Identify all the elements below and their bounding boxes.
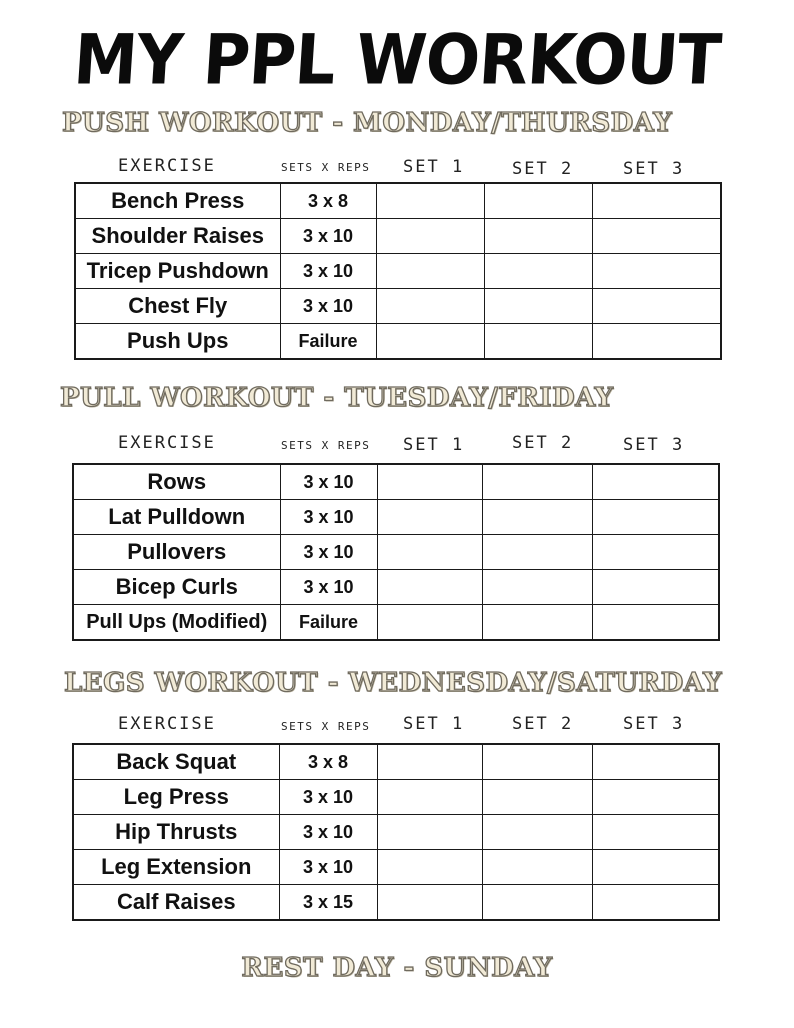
sets-reps: 3 x 10 — [280, 219, 376, 254]
sets-reps: 3 x 8 — [280, 183, 376, 219]
table-row — [73, 744, 719, 780]
table-row — [73, 570, 719, 605]
table-row — [75, 324, 721, 360]
set2-cell[interactable] — [482, 605, 592, 641]
push-col-set1: SET 1 — [403, 157, 465, 177]
set1-cell[interactable] — [377, 570, 482, 605]
set3-cell[interactable] — [592, 605, 719, 641]
set1-cell[interactable] — [376, 254, 484, 289]
set1-cell[interactable] — [377, 850, 482, 885]
table-row — [75, 289, 721, 324]
push-col-set2: SET 2 — [512, 159, 574, 179]
set2-cell[interactable] — [484, 324, 592, 360]
exercise-name: Hip Thrusts — [73, 815, 279, 850]
sets-reps: 3 x 10 — [280, 500, 377, 535]
sets-reps: 3 x 10 — [279, 850, 377, 885]
set2-cell[interactable] — [484, 289, 592, 324]
sets-reps: 3 x 10 — [279, 815, 377, 850]
push-col-exercise: EXERCISE — [118, 156, 216, 176]
set3-cell[interactable] — [592, 850, 719, 885]
set2-cell[interactable] — [482, 464, 592, 500]
set1-cell[interactable] — [376, 183, 484, 219]
set1-cell[interactable] — [377, 744, 482, 780]
set3-cell[interactable] — [592, 324, 721, 360]
exercise-name: Pullovers — [73, 535, 280, 570]
set2-cell[interactable] — [482, 780, 592, 815]
sets-reps: Failure — [280, 324, 376, 360]
page-title: MY PPL WORKOUT — [71, 21, 723, 101]
set3-cell[interactable] — [592, 219, 721, 254]
table-row — [73, 850, 719, 885]
exercise-name: Pull Ups (Modified) — [73, 605, 280, 641]
legs-col-exercise: EXERCISE — [118, 714, 216, 734]
pull-col-exercise: EXERCISE — [118, 433, 216, 453]
table-row — [73, 500, 719, 535]
set3-cell[interactable] — [592, 254, 721, 289]
exercise-name: Chest Fly — [75, 289, 280, 324]
sets-reps: 3 x 10 — [280, 289, 376, 324]
set1-cell[interactable] — [376, 219, 484, 254]
set2-cell[interactable] — [482, 815, 592, 850]
table-row — [75, 254, 721, 289]
set1-cell[interactable] — [377, 605, 482, 641]
table-row — [75, 183, 721, 219]
exercise-name: Bench Press — [75, 183, 280, 219]
legs-table — [72, 743, 720, 921]
set2-cell[interactable] — [484, 183, 592, 219]
set3-cell[interactable] — [592, 780, 719, 815]
set1-cell[interactable] — [377, 885, 482, 921]
legs-col-set2: SET 2 — [512, 714, 574, 734]
set1-cell[interactable] — [377, 464, 482, 500]
sets-reps: 3 x 10 — [280, 535, 377, 570]
set3-cell[interactable] — [592, 183, 721, 219]
push-col-sets-reps: SETS X REPS — [281, 161, 371, 174]
set2-cell[interactable] — [482, 850, 592, 885]
set3-cell[interactable] — [592, 464, 719, 500]
set3-cell[interactable] — [592, 744, 719, 780]
set2-cell[interactable] — [482, 500, 592, 535]
legs-section-title: LEGS WORKOUT - WEDNESDAY/SATURDAY — [64, 668, 723, 698]
pull-col-set3: SET 3 — [623, 435, 685, 455]
set3-cell[interactable] — [592, 289, 721, 324]
set3-cell[interactable] — [592, 815, 719, 850]
exercise-name: Tricep Pushdown — [75, 254, 280, 289]
set3-cell[interactable] — [592, 570, 719, 605]
sets-reps: 3 x 10 — [279, 780, 377, 815]
table-row — [73, 780, 719, 815]
pull-col-set2: SET 2 — [512, 433, 574, 453]
push-col-set3: SET 3 — [623, 159, 685, 179]
pull-table — [72, 463, 720, 641]
exercise-name: Calf Raises — [73, 885, 279, 921]
legs-col-set3: SET 3 — [623, 714, 685, 734]
set2-cell[interactable] — [482, 535, 592, 570]
rest-day-title: REST DAY - SUNDAY — [241, 953, 553, 983]
set1-cell[interactable] — [377, 815, 482, 850]
table-row — [73, 535, 719, 570]
exercise-name: Leg Press — [73, 780, 279, 815]
legs-col-sets-reps: SETS X REPS — [281, 720, 371, 733]
set2-cell[interactable] — [482, 744, 592, 780]
exercise-name: Rows — [73, 464, 280, 500]
table-row — [73, 605, 719, 641]
table-row — [73, 815, 719, 850]
sets-reps: Failure — [280, 605, 377, 641]
table-row — [75, 219, 721, 254]
table-row — [73, 885, 719, 921]
set1-cell[interactable] — [377, 500, 482, 535]
sets-reps: 3 x 10 — [280, 570, 377, 605]
set3-cell[interactable] — [592, 885, 719, 921]
pull-col-sets-reps: SETS X REPS — [281, 439, 371, 452]
set1-cell[interactable] — [377, 780, 482, 815]
push-table — [74, 182, 722, 360]
set3-cell[interactable] — [592, 535, 719, 570]
set1-cell[interactable] — [376, 289, 484, 324]
sets-reps: 3 x 10 — [280, 464, 377, 500]
set1-cell[interactable] — [377, 535, 482, 570]
exercise-name: Shoulder Raises — [75, 219, 280, 254]
sets-reps: 3 x 8 — [279, 744, 377, 780]
pull-section-title: PULL WORKOUT - TUESDAY/FRIDAY — [60, 383, 614, 413]
set2-cell[interactable] — [482, 570, 592, 605]
set3-cell[interactable] — [592, 500, 719, 535]
pull-col-set1: SET 1 — [403, 435, 465, 455]
sets-reps: 3 x 10 — [280, 254, 376, 289]
exercise-name: Lat Pulldown — [73, 500, 280, 535]
legs-col-set1: SET 1 — [403, 714, 465, 734]
set2-cell[interactable] — [482, 885, 592, 921]
exercise-name: Back Squat — [73, 744, 279, 780]
set1-cell[interactable] — [376, 324, 484, 360]
set2-cell[interactable] — [484, 219, 592, 254]
exercise-name: Leg Extension — [73, 850, 279, 885]
sets-reps: 3 x 15 — [279, 885, 377, 921]
push-section-title: PUSH WORKOUT - MONDAY/THURSDAY — [62, 108, 673, 138]
set2-cell[interactable] — [484, 254, 592, 289]
exercise-name: Push Ups — [75, 324, 280, 360]
table-row — [73, 464, 719, 500]
exercise-name: Bicep Curls — [73, 570, 280, 605]
